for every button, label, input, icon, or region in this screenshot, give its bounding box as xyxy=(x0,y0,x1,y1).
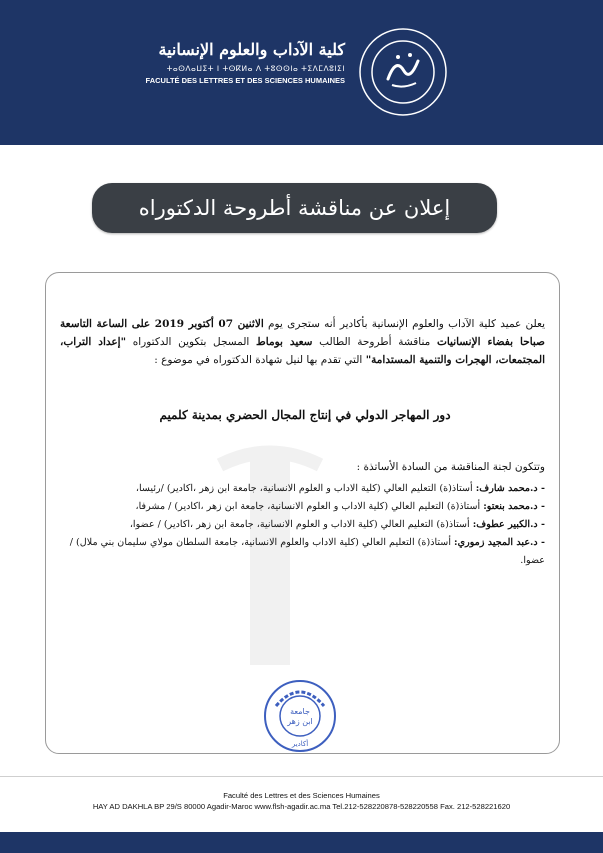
member-role: أستاذ(ة) التعليم العالي (كلية الاداب و العلوم الانسانية، جامعة ابن زهر ،اكادير) / مشرفا، xyxy=(135,501,484,512)
doctoral-program: "إعداد التراب، المجتمعات، الهجرات والتنمية المستدامة" xyxy=(60,336,545,366)
announcement-text-3: التي تقدم بها لنيل شهادة الدكتوراه في موضوع : xyxy=(154,354,366,366)
announcement-intro: يعلن عميد كلية الآداب والعلوم الإنسانية بأكادير أنه ستجرى يوم xyxy=(263,318,545,330)
committee-member xyxy=(60,534,545,570)
university-logo xyxy=(358,27,448,117)
faculty-stamp xyxy=(262,678,338,754)
announcement-text-2: المسجل بتكوين الدكتوراه xyxy=(126,336,257,348)
header-band xyxy=(0,0,603,145)
faculty-name-french: FACULTÉ DES LETTRES ET DES SCIENCES HUMAINES xyxy=(145,76,345,85)
footer xyxy=(0,790,603,812)
announcement-title-banner xyxy=(92,183,497,233)
announcement-body xyxy=(60,315,545,369)
member-name: - د.محمد بنعتو: xyxy=(483,501,545,512)
member-role: أستاذ(ة) التعليم العالي (كلية الاداب والعلوم الانسانية، جامعة السلطان مولاي سليمان بني ملال) / عضوا. xyxy=(69,537,545,566)
defense-date-time: الاثنين 07 أكتوبر 2019 على الساعة التاسعة صباحا بفضاء الإنسانيات xyxy=(60,318,545,348)
announcement-text: مناقشة أطروحة الطالب xyxy=(312,336,437,348)
committee-member xyxy=(60,498,545,516)
member-name: - د.محمد شارف: xyxy=(475,483,545,494)
svg-text:جامعة: جامعة xyxy=(290,707,310,716)
committee-member xyxy=(60,516,545,534)
member-role: أستاذ(ة) التعليم العالي (كلية الاداب و العلوم الانسانية، جامعة ابن زهر ،اكادير) / عضوا، xyxy=(129,519,473,530)
footer-divider xyxy=(0,776,603,777)
footer-faculty: Faculté des Lettres et des Sciences Humaines xyxy=(223,791,380,800)
member-name: - د.عبد المجيد زموري: xyxy=(454,537,545,548)
member-name: - د.الكبير عطوف: xyxy=(472,519,545,530)
svg-text:أكادير: أكادير xyxy=(291,740,309,748)
faculty-name-tifinagh: ⵜⴰⵙⴷⴰⵡⵉⵜ ⵏ ⵜⵙⴽⵍⴰ ⴷ ⵜⵓⵙⵙⵏⴰ ⵜⵉⴷⵎⴷⵓⵏⵉⵏ xyxy=(166,64,345,73)
member-role: أستاذ(ة) التعليم العالي (كلية الاداب و العلوم الانسانية، جامعة ابن زهر ،اكادير) /رئيسا، xyxy=(135,483,476,494)
committee-list xyxy=(60,458,545,570)
student-name: سعيد بوماط xyxy=(256,336,313,348)
announcement-title: إعلان عن مناقشة أطروحة الدكتوراه xyxy=(138,196,451,220)
thesis-title: دور المهاجر الدولي في إنتاج المجال الحضري بمدينة كلميم xyxy=(159,408,451,422)
svg-text:ابن زهر: ابن زهر xyxy=(287,717,313,726)
faculty-name-arabic: كلية الآداب والعلوم الإنسانية xyxy=(158,40,345,59)
footer-address: HAY AD DAKHLA BP 29/S 80000 Agadir-Maroc www.flsh-agadir.ac.ma Tel.212-528220878-528220558 Fax. 212-528221620 xyxy=(92,802,511,811)
faculty-name-block xyxy=(130,40,345,86)
committee-intro: وتتكون لجنة المناقشة من السادة الأساتذة : xyxy=(356,461,545,473)
footer-band xyxy=(0,832,603,853)
committee-member xyxy=(60,480,545,498)
